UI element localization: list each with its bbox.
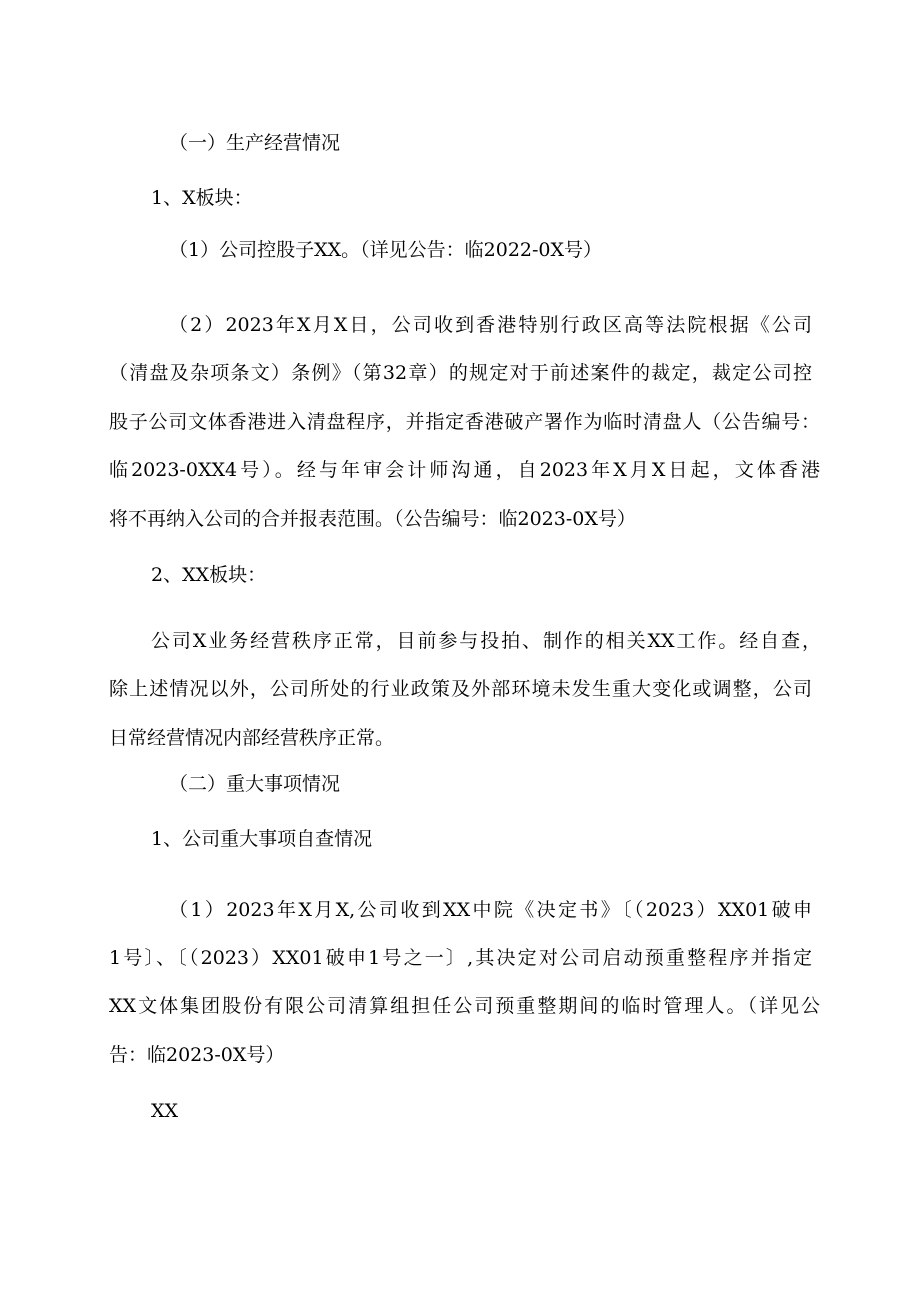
sector-xx-line: 除上述情况以外，公司所处的行业政策及外部环境未发生重大变化或调整，公司 [109, 678, 812, 700]
sector-xx-heading: 2、XX板块： [151, 564, 267, 586]
item-2-line: 将不再纳入公司的合并报表范围。（公告编号：临2023-0X号） [109, 508, 636, 530]
major-item-1-line: （1）2023年X月X,公司收到XX中院《决定书》〔（2023）XX01破申 [169, 899, 812, 921]
major-item-1-line: 1号〕、〔（2023）XX01破申1号之一〕,其决定对公司启动预重整程序并指定 [109, 947, 812, 969]
item-2-line: （2）2023年X月X日，公司收到香港特别行政区高等法院根据《公司 [169, 314, 812, 336]
item-2-line: 股子公司文体香港进入清盘程序，并指定香港破产署作为临时清盘人（公告编号： [109, 411, 820, 433]
item-1-paragraph: （1）公司控股子XX。（详见公告：临2022-0X号） [169, 239, 603, 261]
major-item-1-line: XX文体集团股份有限公司清算组担任公司预重整期间的临时管理人。（详见公 [109, 995, 820, 1017]
trailing-text: XX [151, 1100, 179, 1122]
item-2-line: （清盘及杂项条文）条例》（第32章）的规定对于前述案件的裁定，裁定公司控 [109, 362, 812, 384]
sector-xx-line: 公司X业务经营秩序正常，目前参与投拍、制作的相关XX工作。经自查， [151, 630, 821, 652]
heading-production: （一）生产经营情况 [169, 132, 341, 154]
major-item-1-line: 告：临2023-0X号） [109, 1044, 285, 1066]
sector-xx-line: 日常经营情况内部经营秩序正常。 [109, 727, 395, 749]
item-2-line: 临2023-0XX4号）。经与年审会计师沟通，自2023年X月X日起，文体香港 [109, 459, 820, 481]
major-check-heading: 1、公司重大事项自查情况 [151, 828, 373, 850]
sector-x-heading: 1、X板块： [151, 187, 253, 209]
heading-major: （二）重大事项情况 [169, 773, 341, 795]
